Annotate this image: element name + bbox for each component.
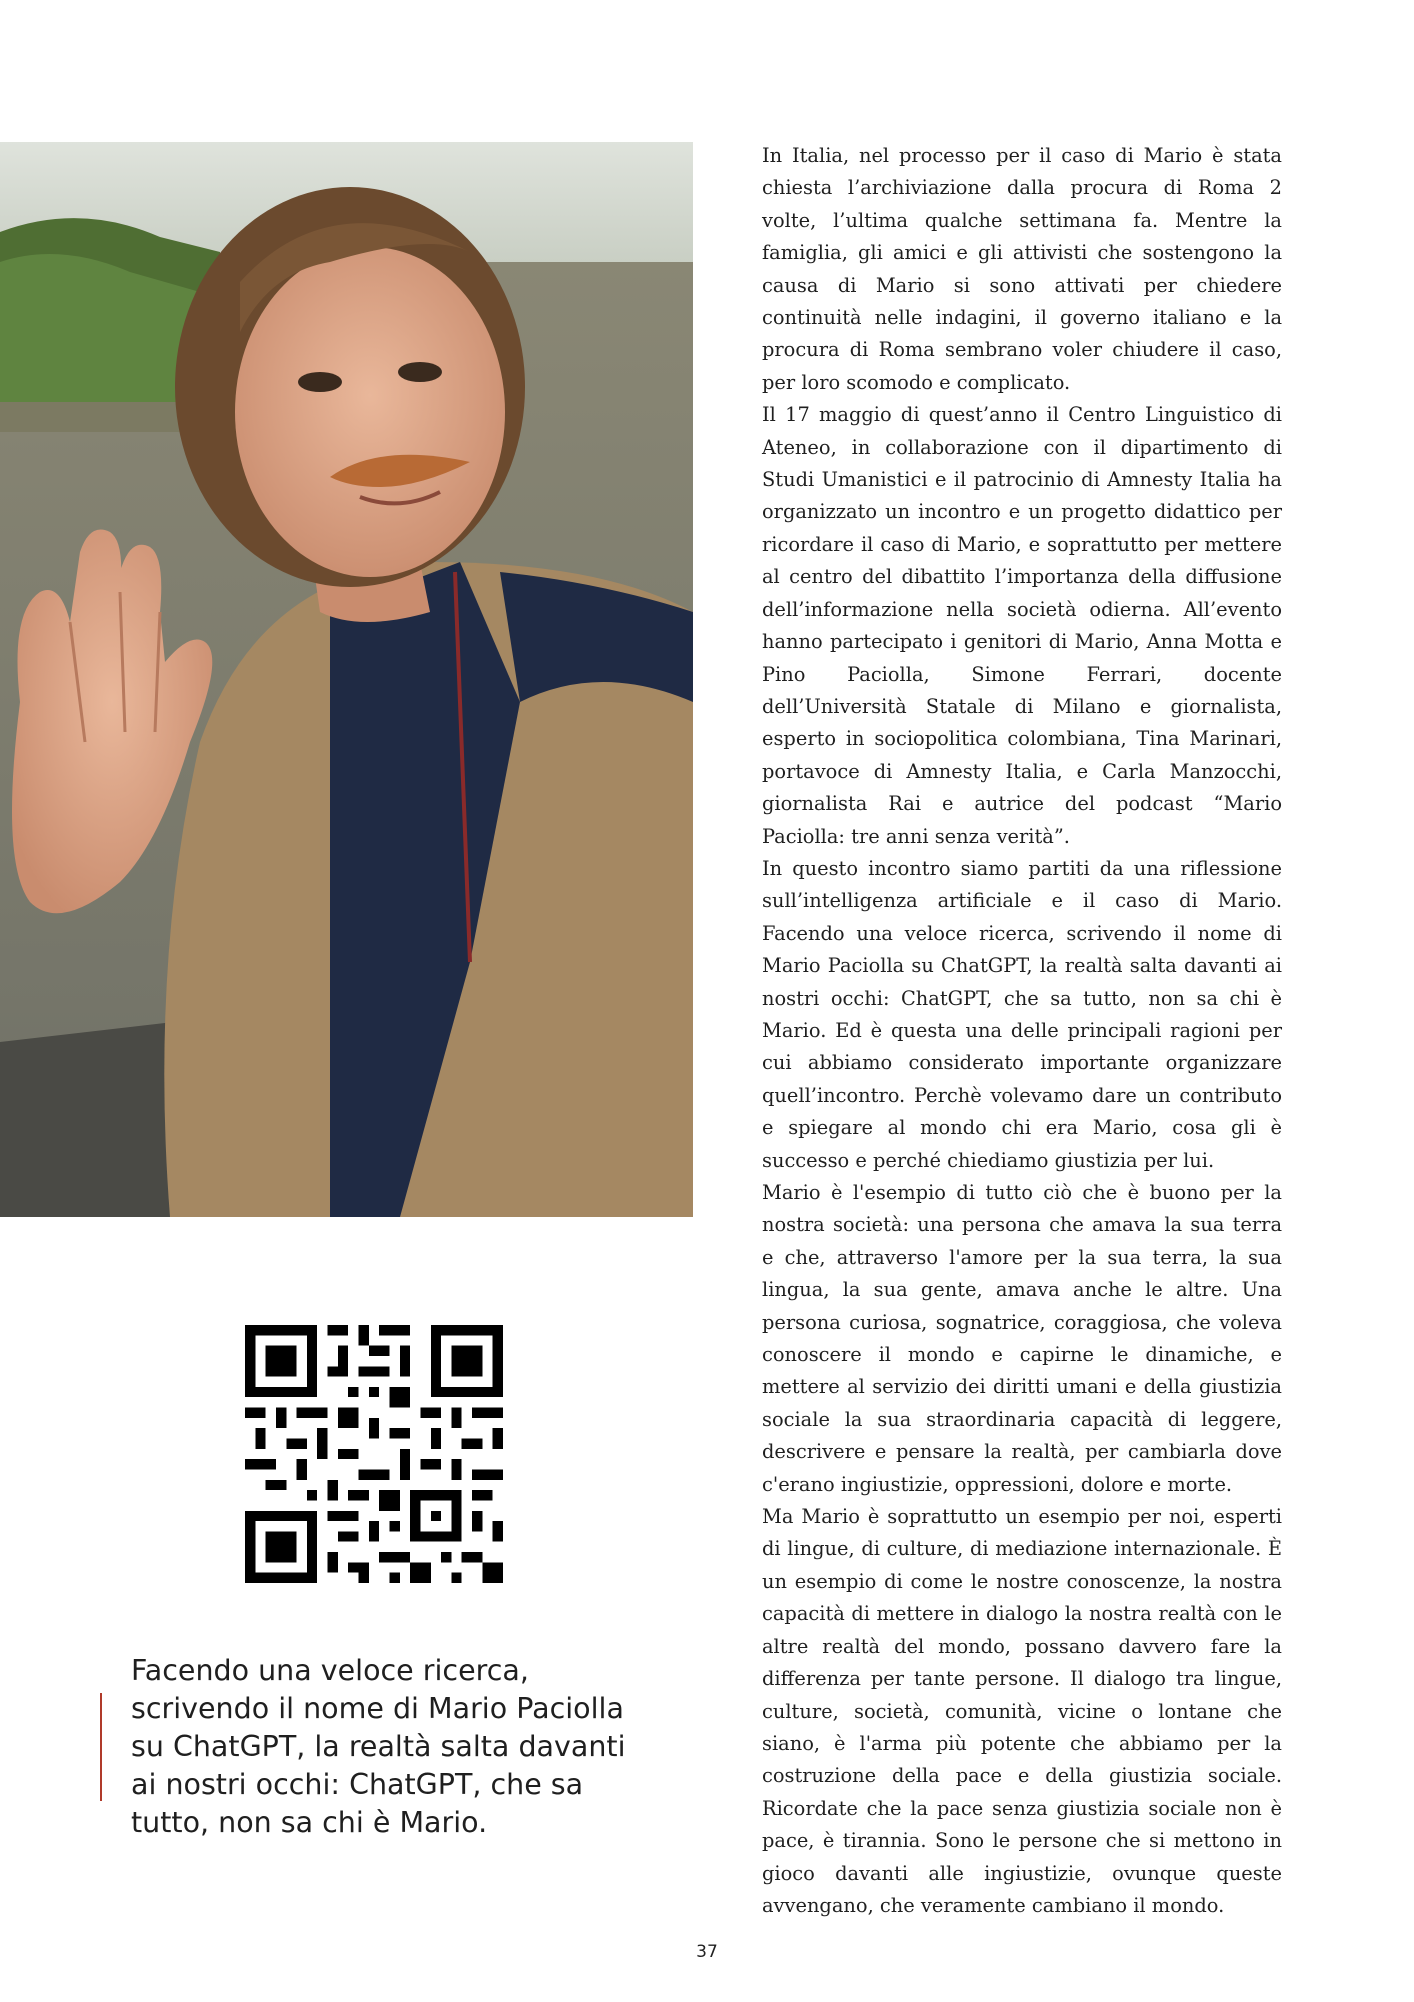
qr-code-graphic (245, 1325, 503, 1583)
article-paragraph: Il 17 maggio di quest’anno il Centro Linguistico di Ateneo, in collaborazione con il dipartimento di Studi Umanistici e il patrocinio di Amnesty Italia ha organizzato un incontro e un progetto didattico per ricordare il caso di Mario, e soprattutto per mettere al centro del dibattito l’importanza della diffusione dell’informazione nella società odierna. All’evento hanno partecipato i genitori di Mario, Anna Motta e Pino Paciolla, Simone Ferrari, docente dell’Università Statale di Milano e giornalista, esperto in sociopolitica colombiana, Tina Marinari, portavoce di Amnesty Italia, e Carla Manzocchi, giornalista Rai e autrice del podcast “Mario Paciolla: tre anni senza verità”. (762, 403, 1282, 848)
article-paragraph: Ma Mario è soprattutto un esempio per noi, esperti di lingue, di culture, di mediazione internazionale. È un esempio di come le nostre conoscenze, la nostra capacità di mettere in dialogo la nostra realtà con le altre realtà del mondo, possano davvero fare la differenza per tante persone. Il dialogo tra lingue, culture, società, comunità, vicine o lontane che siano, è l'arma più potente che abbiamo per la costruzione della pace e della giustizia sociale. Ricordate che la pace senza giustizia sociale non è pace, è tirannia. Sono le persone che si mettono in gioco davanti alle ingiustizie, ovunque queste avvengano, che veramente cambiano il mondo. (762, 1505, 1282, 1917)
portrait-photo-illustration (0, 142, 693, 1217)
article-body (762, 140, 1282, 1922)
article-paragraph: Mario è l'esempio di tutto ciò che è buono per la nostra società: una persona che amava la sua terra e che, attraverso l'amore per la sua terra, la sua lingua, la sua gente, amava anche le altre. Una persona curiosa, sognatrice, coraggiosa, che voleva conoscere il mondo e capirne le dinamiche, e mettere al servizio dei diritti umani e della giustizia sociale la sua straordinaria capacità di leggere, descrivere e pensare la realtà, per cambiarla dove c'erano ingiustizie, oppressioni, dolore e morte. (762, 1181, 1282, 1496)
pullquote: Facendo una veloce ricerca, scrivendo il nome di Mario Paciolla su ChatGPT, la realtà salta davanti ai nostri occhi: ChatGPT, che sa tutto, non sa chi è Mario. (131, 1654, 626, 1839)
qr-code-icon[interactable] (245, 1325, 503, 1583)
portrait-photo (0, 142, 693, 1217)
page-number: 37 (696, 1942, 718, 1962)
article-paragraph: In questo incontro siamo partiti da una riflessione sull’intelligenza artificiale e il caso di Mario. Facendo una veloce ricerca, scrivendo il nome di Mario Paciolla su ChatGPT, la realtà salta davanti ai nostri occhi: ChatGPT, che sa tutto, non sa chi è Mario. Ed è questa una delle principali ragioni per cui abbiamo considerato importante organizzare quell’incontro. Perchè volevamo dare un contributo e spiegare al mondo chi era Mario, cosa gli è successo e perché chiediamo giustizia per lui. (762, 856, 1282, 1172)
article-paragraph: In Italia, nel processo per il caso di Mario è stata chiesta l’archiviazione dalla procura di Roma 2 volte, l’ultima qualche settimana fa. Mentre la famiglia, gli amici e gli attivisti che sostengono la causa di Mario si sono attivati per chiedere continuità nelle indagini, il governo italiano e la procura di Roma sembrano voler chiudere il caso, per loro scomodo e complicato. (762, 144, 1282, 394)
